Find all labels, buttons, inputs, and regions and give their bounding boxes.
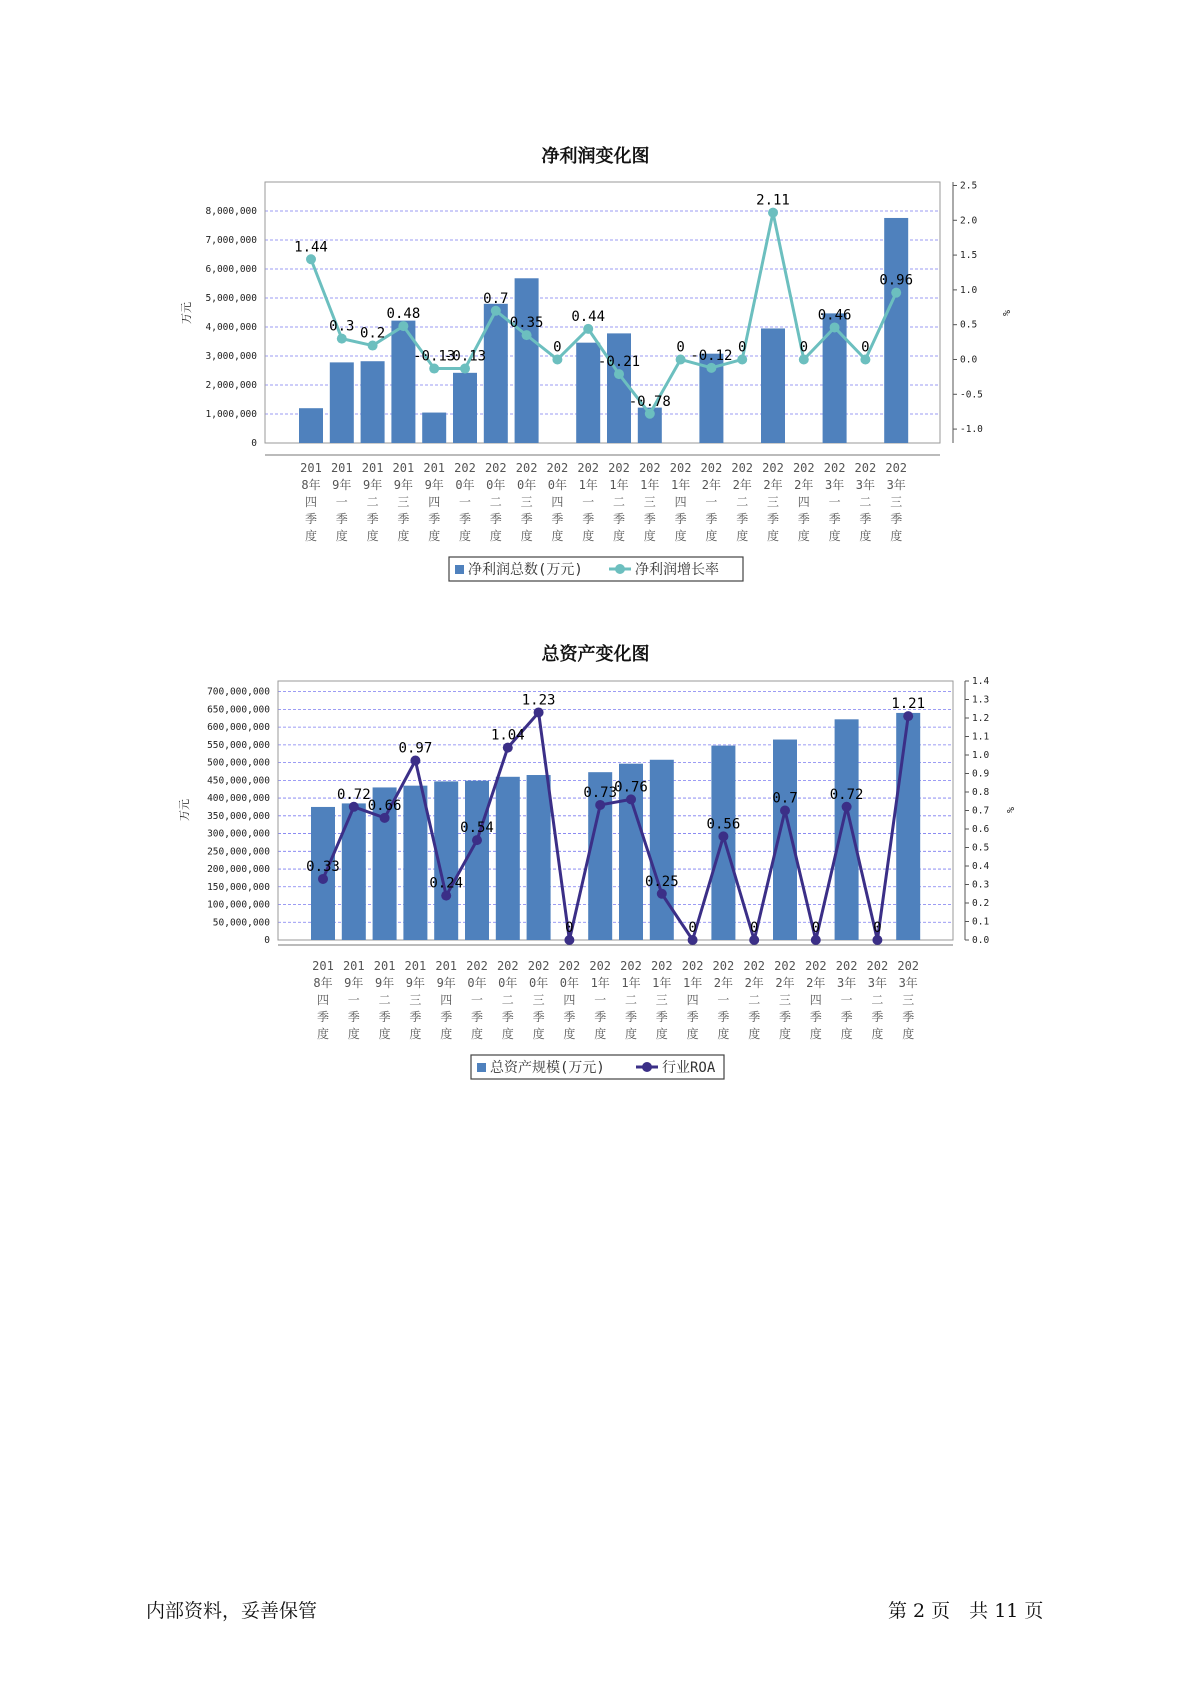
total-assets-category-label: 202 1年一季度 [589, 959, 612, 1041]
net-profit-data-label: 0.35 [509, 315, 544, 332]
total-assets-point [503, 743, 513, 753]
net-profit-data-label: 0.2 [359, 325, 386, 342]
chart1-title: 净利润变化图 [541, 146, 650, 167]
total-assets-point [534, 707, 544, 717]
net-profit-data-label: 0.7 [483, 290, 509, 307]
total-assets-point [903, 711, 913, 721]
net-profit-category-label: 202 2年四季度 [792, 461, 815, 543]
net-profit-left-tick-label: 6,000,000 [205, 264, 257, 275]
total-assets-left-tick-label: 100,000,000 [207, 899, 270, 911]
total-assets-category-label: 202 1年四季度 [681, 959, 704, 1041]
net-profit-right-tick-label: 0.5 [960, 319, 978, 331]
net-profit-right-tick-label: 2.0 [960, 215, 978, 227]
net-profit-category-label: 202 1年三季度 [638, 461, 661, 543]
total-assets-left-tick-label: 500,000,000 [207, 757, 270, 769]
total-assets-point [872, 935, 882, 945]
total-assets-category-label: 202 2年二季度 [743, 959, 766, 1041]
total-assets-left-tick-label: 250,000,000 [207, 846, 270, 858]
total-assets-right-tick-label: 0.7 [972, 805, 990, 817]
net-profit-legend-bar-label: 净利润总数(万元) [468, 562, 583, 578]
chart2-title: 总资产变化图 [541, 644, 650, 665]
total-assets-data-label: 0.56 [706, 816, 741, 833]
net-profit-category-label: 202 0年四季度 [546, 461, 569, 543]
net-profit-data-label: 0.44 [571, 308, 606, 325]
net-profit-category-label: 202 3年一季度 [823, 461, 846, 543]
total-assets-left-tick-label: 350,000,000 [207, 810, 270, 822]
total-assets-category-label: 201 9年二季度 [373, 959, 396, 1041]
total-assets-right-tick-label: 1.4 [972, 676, 990, 687]
net-profit-data-label: 0.48 [386, 306, 421, 323]
net-profit-data-label: -0.13 [443, 348, 487, 365]
total-assets-left-tick-label: 550,000,000 [207, 739, 270, 751]
total-assets-bar [403, 786, 427, 940]
net-profit-right-tick-label: 2.5 [960, 180, 978, 192]
total-assets-data-label: 0 [749, 920, 759, 936]
total-assets-data-label: 0.7 [772, 790, 798, 807]
net-profit-category-label: 202 1年四季度 [669, 461, 692, 543]
total-assets-point [749, 935, 759, 945]
net-profit-data-label: -0.78 [628, 393, 671, 410]
footer-confidential-note: 内部资料，妥善保管 [146, 1600, 318, 1622]
total-assets-data-label: 1.04 [490, 727, 525, 744]
net-profit-category-label: 201 9年一季度 [330, 461, 353, 543]
total-assets-data-label: 0.66 [367, 797, 402, 814]
total-assets-right-tick-label: 0.1 [972, 916, 990, 928]
net-profit-right-tick-label: 1.0 [960, 284, 978, 296]
total-assets-data-label: 0.76 [614, 779, 648, 796]
total-assets-data-label: 0.73 [583, 784, 618, 801]
total-assets-point [410, 756, 420, 766]
net-profit-right-axis-title: % [1000, 309, 1011, 317]
total-assets-category-label: 202 0年一季度 [466, 959, 488, 1041]
total-assets-left-axis-title: 万元 [178, 799, 191, 821]
total-assets-data-label: 0.33 [306, 858, 340, 875]
total-assets-point [718, 831, 728, 841]
net-profit-data-label: 0 [861, 339, 870, 356]
total-assets-right-tick-label: 0.5 [972, 842, 990, 854]
net-profit-data-label: 1.44 [294, 239, 328, 256]
net-profit-category-label: 202 0年二季度 [484, 461, 507, 543]
total-assets-data-label: 0.54 [460, 820, 494, 837]
total-assets-bar [465, 781, 489, 940]
net-profit-category-label: 201 9年三季度 [392, 461, 415, 543]
total-assets-legend-bar-label: 总资产规模(万元) [490, 1060, 605, 1076]
net-profit-legend-line-label: 净利润增长率 [635, 562, 719, 578]
net-profit-category-label: 201 9年四季度 [423, 461, 446, 543]
total-assets-point [657, 889, 667, 899]
total-assets-category-label: 202 2年三季度 [774, 959, 796, 1041]
total-assets-category-label: 201 8年四季度 [312, 959, 334, 1041]
total-assets-category-label: 202 1年三季度 [650, 959, 673, 1041]
net-profit-data-label: -0.21 [597, 354, 641, 371]
total-assets-right-tick-label: 1.2 [972, 713, 990, 724]
net-profit-left-tick-label: 2,000,000 [205, 380, 257, 391]
net-profit-data-label: -0.12 [690, 347, 733, 364]
total-assets-bar [711, 746, 735, 940]
total-assets-left-tick-label: 200,000,000 [207, 864, 270, 876]
total-assets-point [472, 835, 482, 845]
total-assets-data-label: 1.23 [521, 692, 556, 709]
total-assets-point [688, 935, 698, 945]
total-assets-bar [527, 775, 551, 940]
total-assets-bar [650, 760, 674, 940]
total-assets-left-tick-label: 150,000,000 [207, 881, 270, 893]
total-assets-category-label: 202 0年二季度 [496, 959, 519, 1041]
net-profit-right-tick-label: -0.5 [960, 389, 983, 401]
total-assets-right-tick-label: 0.9 [972, 768, 990, 780]
net-profit-category-label: 202 3年三季度 [885, 461, 908, 543]
net-profit-data-label: 0 [737, 339, 747, 356]
total-assets-point [811, 935, 821, 945]
net-profit-category-label: 202 2年三季度 [762, 461, 784, 543]
total-assets-point [780, 806, 790, 816]
total-assets-left-tick-label: 700,000,000 [207, 686, 270, 698]
net-profit-data-label: 0.3 [329, 318, 355, 335]
total-assets-point [318, 874, 328, 884]
total-assets-category-label: 202 2年四季度 [804, 959, 827, 1041]
net-profit-category-label: 202 2年二季度 [731, 461, 754, 543]
total-assets-left-tick-label: 450,000,000 [207, 775, 270, 787]
net-profit-category-label: 202 0年三季度 [515, 461, 538, 543]
net-profit-right-tick-label: -1.0 [960, 424, 983, 436]
total-assets-left-tick-label: 300,000,000 [207, 828, 270, 840]
total-assets-data-label: 0 [811, 920, 821, 936]
total-assets-point [441, 891, 451, 901]
net-profit-data-label: 2.11 [756, 192, 790, 209]
total-assets-bar [896, 713, 920, 940]
net-profit-category-label: 202 1年一季度 [577, 461, 600, 543]
total-assets-right-tick-label: 0.6 [972, 824, 990, 835]
net-profit-data-label: 0 [553, 339, 562, 356]
net-profit-left-tick-label: 3,000,000 [205, 351, 257, 362]
total-assets-point [380, 813, 390, 823]
total-assets-point [842, 802, 852, 812]
total-assets-legend-line-marker [642, 1062, 652, 1072]
total-assets-right-tick-label: 1.1 [972, 731, 990, 743]
total-assets-point [349, 802, 359, 812]
total-assets-category-label: 201 9年三季度 [404, 959, 427, 1041]
total-assets-data-label: 0.24 [429, 875, 464, 892]
total-assets-data-label: 0.97 [398, 740, 433, 757]
total-assets-right-axis-title: % [1004, 806, 1015, 814]
total-assets-point [626, 794, 636, 804]
total-assets-right-tick-label: 0.8 [972, 787, 990, 798]
net-profit-left-tick-label: 8,000,000 [205, 206, 257, 217]
total-assets-data-label: 0.25 [644, 873, 679, 890]
total-assets-category-label: 201 9年一季度 [342, 959, 365, 1041]
total-assets-category-label: 202 3年一季度 [835, 959, 858, 1041]
net-profit-left-tick-label: 1,000,000 [205, 409, 257, 420]
net-profit-data-label: 0 [676, 339, 685, 356]
net-profit-category-label: 202 3年二季度 [854, 461, 877, 543]
total-assets-category-label: 201 9年四季度 [435, 959, 458, 1041]
total-assets-legend-bar-swatch [477, 1063, 486, 1072]
total-assets-category-label: 202 3年二季度 [866, 959, 889, 1041]
total-assets-right-tick-label: 0.2 [972, 898, 990, 909]
total-assets-right-tick-label: 1.0 [972, 750, 990, 761]
total-assets-right-tick-label: 1.3 [972, 694, 990, 706]
total-assets-left-tick-label: 400,000,000 [207, 793, 270, 805]
total-assets-legend-line-label: 行业ROA [662, 1060, 716, 1076]
total-assets-category-label: 202 1年二季度 [620, 959, 642, 1041]
total-assets-category-label: 202 0年四季度 [558, 959, 581, 1041]
net-profit-category-label: 202 0年一季度 [454, 461, 476, 543]
total-assets-category-label: 202 0年三季度 [527, 959, 550, 1041]
net-profit-left-tick-label: 0 [251, 438, 257, 449]
net-profit-data-label: 0.96 [879, 272, 914, 289]
net-profit-category-label: 201 9年二季度 [361, 461, 384, 543]
net-profit-data-label: 0 [799, 339, 809, 356]
total-assets-category-label: 202 2年一季度 [712, 959, 735, 1041]
total-assets-left-tick-label: 650,000,000 [207, 704, 270, 716]
net-profit-data-label: -0.13 [413, 348, 456, 365]
footer-page-number: 第 2 页 共 11 页 [888, 1600, 1044, 1622]
total-assets-data-label: 0 [873, 920, 882, 936]
total-assets-bar [496, 777, 520, 940]
total-assets-right-tick-label: 0.0 [972, 935, 990, 946]
total-assets-data-label: 0.72 [829, 786, 864, 803]
net-profit-right-tick-label: 0.0 [960, 354, 978, 366]
total-assets-data-label: 1.21 [891, 696, 926, 713]
total-assets-point [595, 800, 605, 810]
net-profit-category-label: 201 8年四季度 [300, 461, 322, 543]
net-profit-category-label: 202 2年一季度 [700, 461, 723, 543]
total-assets-left-tick-label: 600,000,000 [207, 722, 270, 734]
net-profit-data-label: 0.46 [817, 307, 852, 324]
total-assets-data-label: 0 [565, 920, 574, 936]
total-assets-data-label: 0 [688, 920, 697, 936]
net-profit-right-tick-label: 1.5 [960, 250, 978, 262]
total-assets-data-label: 0.72 [336, 786, 371, 803]
total-assets-right-tick-label: 0.3 [972, 879, 990, 891]
net-profit-left-tick-label: 4,000,000 [205, 322, 257, 333]
total-assets-left-tick-label: 0 [264, 935, 270, 946]
total-assets-right-tick-label: 0.4 [972, 861, 990, 872]
total-assets-bar [835, 719, 859, 940]
total-assets-point [564, 935, 574, 945]
net-profit-left-tick-label: 7,000,000 [205, 235, 257, 246]
total-assets-left-tick-label: 50,000,000 [212, 917, 270, 929]
net-profit-left-tick-label: 5,000,000 [205, 293, 257, 304]
total-assets-category-label: 202 3年三季度 [897, 959, 920, 1041]
net-profit-category-label: 202 1年二季度 [608, 461, 630, 543]
net-profit-left-axis-title: 万元 [180, 302, 193, 324]
